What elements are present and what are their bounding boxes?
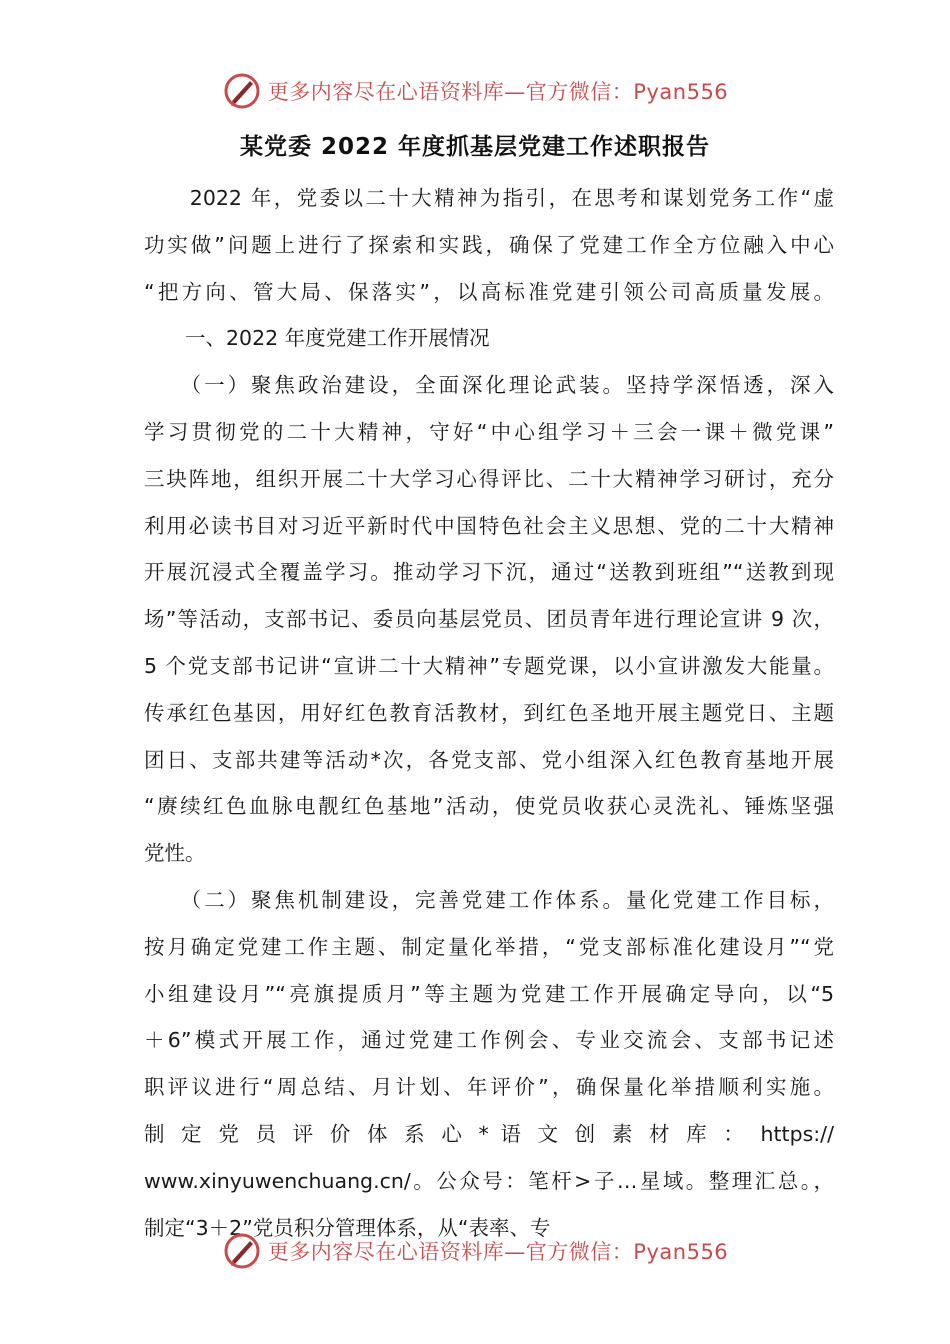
body-line: 利用必读书目对习近平新时代中国特色社会主义思想、党的二十大精神 — [144, 513, 834, 538]
watermark-banner-top — [0, 66, 950, 116]
body-line: 三块阵地，组织开展二十大学习心得评比、二十大精神学习研讨，充分 — [144, 466, 834, 491]
body-line: 传承红色基因，用好红色教育活教材，到红色圣地开展主题党日、主题 — [144, 700, 834, 725]
body-line: 场”等活动，支部书记、委员向基层党员、团员青年进行理论宣讲 9 次， — [144, 607, 834, 632]
body-line: （一）聚焦政治建设，全面深化理论武装。坚持学深悟透，深入 — [144, 373, 834, 398]
document-body — [144, 175, 834, 1251]
pen-nib-logo-icon — [222, 1231, 262, 1271]
watermark-text: 更多内容尽在心语资料库—官方微信：Pyan556 — [267, 1240, 729, 1264]
body-line: 开展沉浸式全覆盖学习。推动学习下沉，通过“送教到班组”“送教到现 — [144, 560, 834, 585]
watermark-text: 更多内容尽在心语资料库—官方微信：Pyan556 — [267, 80, 729, 104]
body-line: ＋6”模式开展工作，通过党建工作例会、专业交流会、支部书记述 — [144, 1028, 834, 1053]
body-line: 团日、支部共建等活动*次，各党支部、党小组深入红色教育基地开展 — [144, 747, 834, 772]
body-line: 制定“3＋2”党员积分管理体系，从“表率、专 — [144, 1215, 551, 1240]
body-line: （二）聚焦机制建设，完善党建工作体系。量化党建工作目标， — [144, 887, 834, 912]
body-line: 功实做”问题上进行了探索和实践，确保了党建工作全方位融入中心 — [144, 232, 834, 257]
body-line: 按月确定党建工作主题、制定量化举措，“党支部标准化建设月”“党 — [144, 934, 834, 959]
body-line: 制 定 党 员 评 价 体 系 心 * 语 文 创 素 材 库 ： https:// — [144, 1121, 834, 1146]
pen-nib-logo-icon — [222, 71, 262, 111]
body-line: 党性。 — [144, 841, 206, 866]
body-line: “赓续红色血脉电靓红色基地”活动，使党员收获心灵洗礼、锤炼坚强 — [144, 794, 834, 819]
document-title: 某党委 2022 年度抓基层党建工作述职报告 — [239, 134, 711, 160]
body-line: www.xinyuwenchuang.cn/。公众号：笔杆>子…星域。整理汇总。， — [144, 1168, 834, 1193]
watermark-banner-bottom — [0, 1226, 950, 1276]
body-line: 小组建设月”“亮旗提质月”等主题为党建工作开展确定导向，以“5 — [144, 981, 834, 1006]
body-line: 职评议进行“周总结、月计划、年评价”，确保量化举措顺利实施。 — [144, 1075, 834, 1100]
body-line: “把方向、管大局、保落实”，以高标准党建引领公司高质量发展。 — [144, 279, 834, 304]
body-line: 学习贯彻党的二十大精神，守好“中心组学习＋三会一课＋微党课” — [144, 419, 834, 444]
section-heading: 一、2022 年度党建工作开展情况 — [144, 326, 490, 351]
body-line: 2022 年，党委以二十大精神为指引，在思考和谋划党务工作“虚 — [144, 186, 834, 210]
body-line: 5 个党支部书记讲“宣讲二十大精神”专题党课，以小宣讲激发大能量。 — [144, 653, 834, 678]
